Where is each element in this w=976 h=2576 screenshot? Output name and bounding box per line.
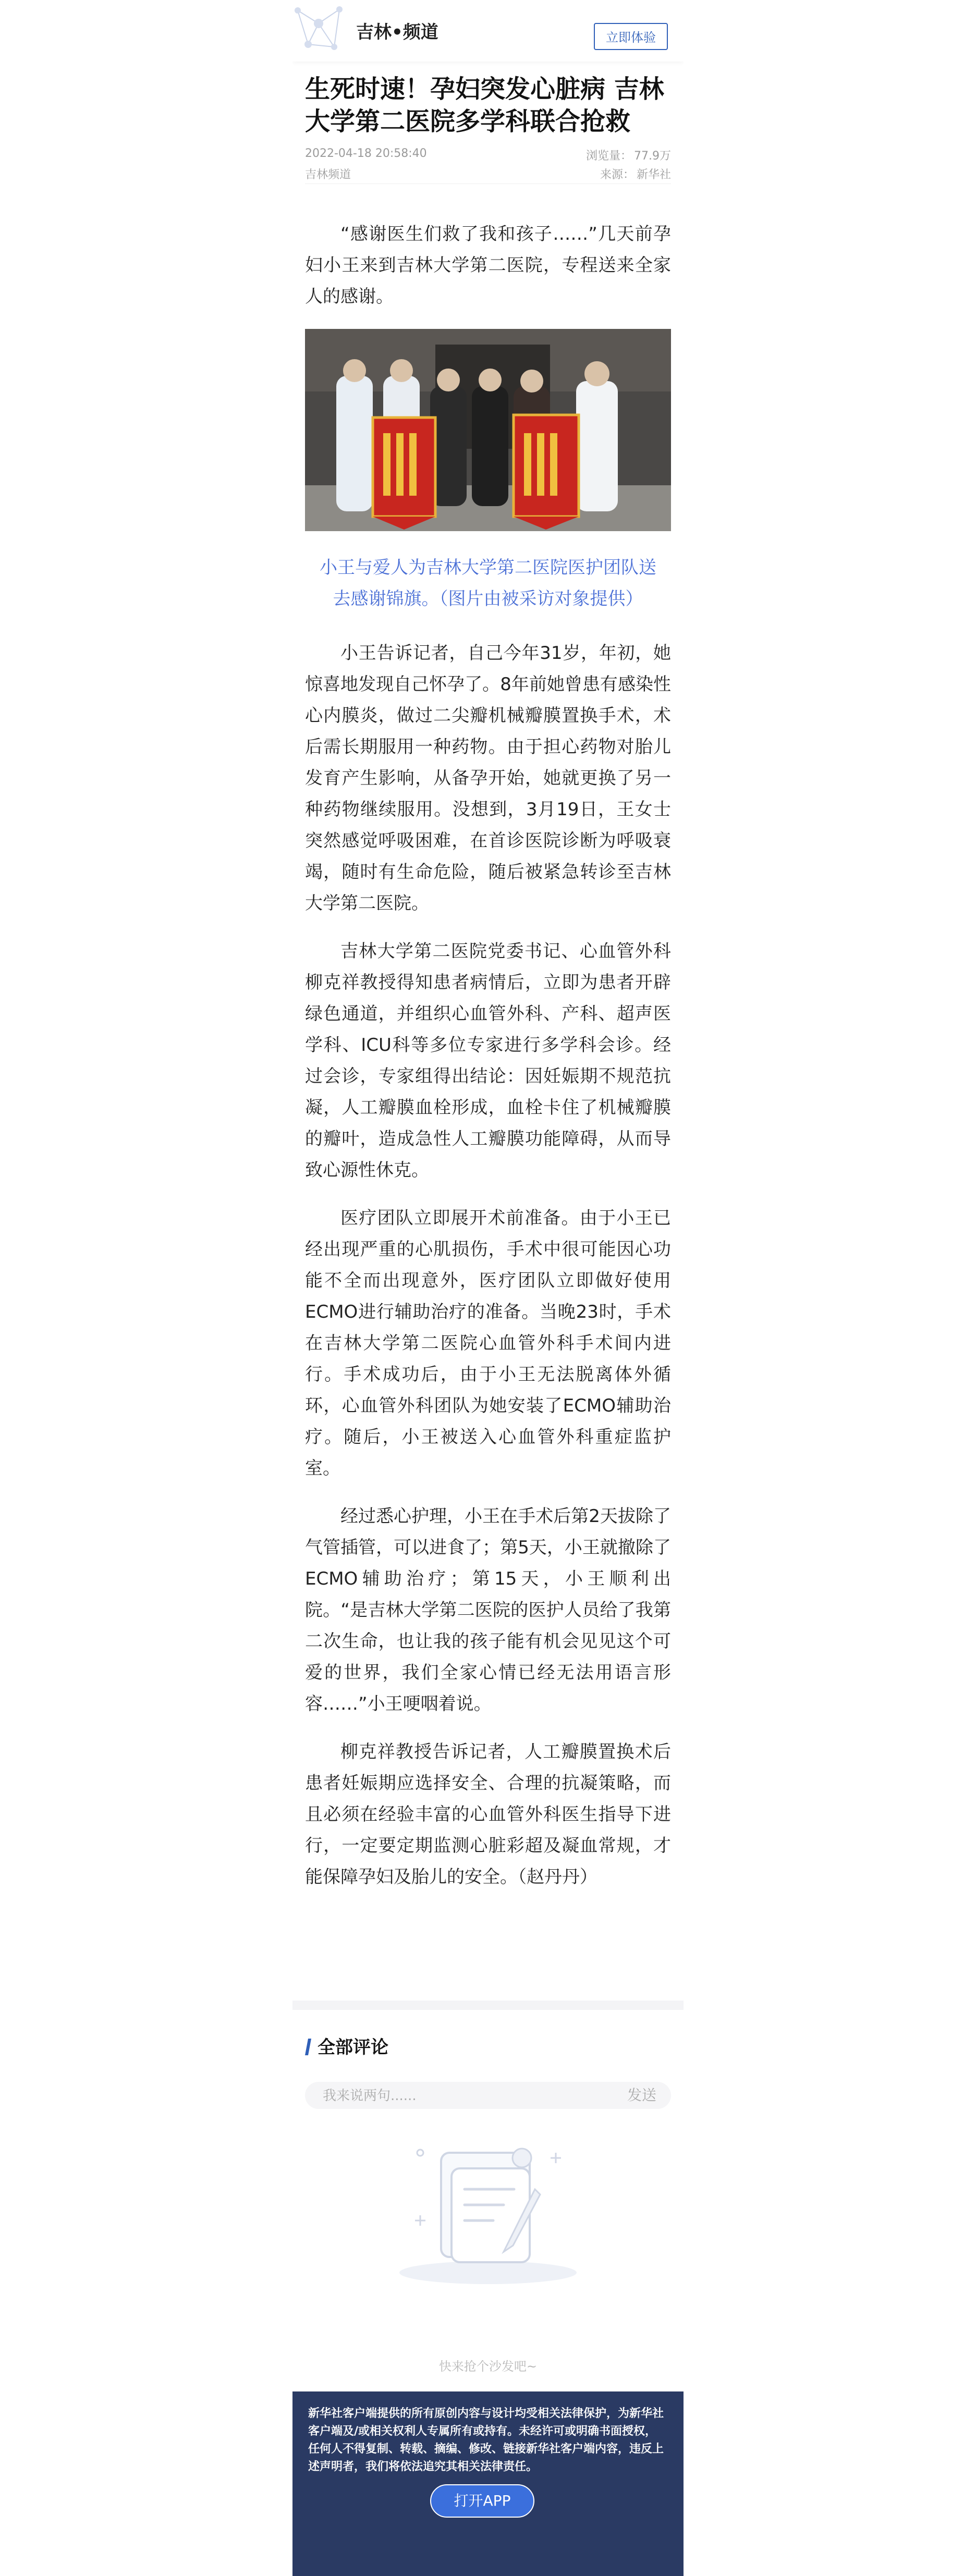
section-divider: [292, 2001, 684, 2010]
article-paragraph: 小王告诉记者，自己今年31岁，年初，她惊喜地发现自己怀孕了。8年前她曾患有感染性心内膜炎，做过二尖瓣机械瓣膜置换手术，术后需长期服用一种药物。由于担心药物对胎儿发育产生影响，从备孕开始，她就更换了另一种药物继续服用。没想到，3月19日，王女士突然感觉呼吸困难，在首诊医院诊断为呼吸衰竭，随时有生命危险，随后被紧急转诊至吉林大学第二医院。: [305, 643, 671, 914]
publish-date: 2022-04-18 20:58:40: [305, 147, 427, 160]
spacer: [305, 184, 671, 218]
try-now-button[interactable]: 立即体验: [594, 23, 668, 50]
photo-caption: 小王与爱人为吉林大学第二医院医护团队送去感谢锦旗。（图片由被采访对象提供）: [320, 557, 656, 609]
article-photo: [305, 329, 671, 531]
copyright-footer: [292, 2391, 684, 2576]
view-count-value: 77.9万: [634, 150, 671, 163]
article-paragraph: 柳克祥教授告诉记者，人工瓣膜置换术后患者妊娠期应选择安全、合理的抗凝策略，而且必须在经验丰富的心血管外科医生指导下进行，一定要定期监测心脏彩超及凝血常规，才能保障孕妇及胎儿的安全。（赵丹丹）: [305, 1741, 671, 1887]
section-marker-icon: [305, 2039, 311, 2055]
article-paragraph: 经过悉心护理，小王在手术后第2天拔除了气管插管，可以进食了；第5天，小王就撤除了ECMO辅助治疗；第15天，小王顺利出院。“是吉林大学第二医院的医护人员给了我第二次生命，也让我的孩子能有机会见见这个可爱的世界，我们全家心情已经无法用语言形容……”小王哽咽着说。: [305, 1506, 671, 1714]
view-count-label: 浏览量：: [585, 150, 632, 163]
comment-bar: [305, 2082, 671, 2109]
view-count: [586, 147, 671, 163]
article-title: 生死时速！孕妇突发心脏病 吉林大学第二医院多学科联合抢救: [305, 75, 664, 136]
channel-name: 吉林频道: [305, 168, 351, 181]
comment-input[interactable]: [322, 2086, 595, 2106]
open-app-button[interactable]: 打开APP: [430, 2484, 534, 2518]
channel-brand: 吉林•频道: [356, 22, 438, 43]
article-content: [305, 73, 671, 1909]
photo-illustration: [305, 329, 671, 531]
source-label: 来源：: [600, 168, 635, 181]
article-meta: [305, 147, 671, 184]
empty-comments-text: 快来抢个沙发吧~: [438, 2359, 538, 2374]
empty-comments-icon: [379, 2132, 597, 2288]
article-paragraph: 吉林大学第二医院党委书记、心血管外科柳克祥教授得知患者病情后，立即为患者开辟绿色通道，并组织心血管外科、产科、超声医学科、ICU科等多位专家进行多学科会诊。经过会诊，专家组得出结论：因妊娠期不规范抗凝，人工瓣膜血栓形成，血栓卡住了机械瓣膜的瓣叶，造成急性人工瓣膜功能障碍，从而导致心源性休克。: [305, 941, 671, 1181]
top-header: [292, 0, 684, 62]
source-value: 新华社: [636, 168, 671, 181]
copyright-notice: 新华社客户端提供的所有原创内容与设计均受相关法律保护，为新华社客户端及/或相关权利人专属所有或持有。未经许可或明确书面授权，任何人不得复制、转载、摘编、修改、链接新华社客户端内容，违反上述声明者，我们将依法追究其相关法律责任。: [308, 2407, 664, 2473]
comments-title: 全部评论: [318, 2037, 388, 2058]
article-paragraph: 医疗团队立即展开术前准备。由于小王已经出现严重的心肌损伤，手术中很可能因心功能不全而出现意外，医疗团队立即做好使用ECMO进行辅助治疗的准备。当晚23时，手术在吉林大学第二医院心血管外科手术间内进行。手术成功后，由于小王无法脱离体外循环，心血管外科团队为她安装了ECMO辅助治疗。随后，小王被送入心血管外科重症监护室。: [305, 1208, 671, 1479]
send-button[interactable]: 发送: [627, 2087, 656, 2104]
article-paragraph: “感谢医生们救了我和孩子……”几天前孕妇小王来到吉林大学第二医院，专程送来全家人的感谢。: [305, 224, 671, 307]
article-page: [292, 0, 684, 2576]
network-graph-icon: [292, 0, 350, 62]
comments-heading: [305, 2033, 388, 2058]
article-source: [600, 166, 671, 182]
